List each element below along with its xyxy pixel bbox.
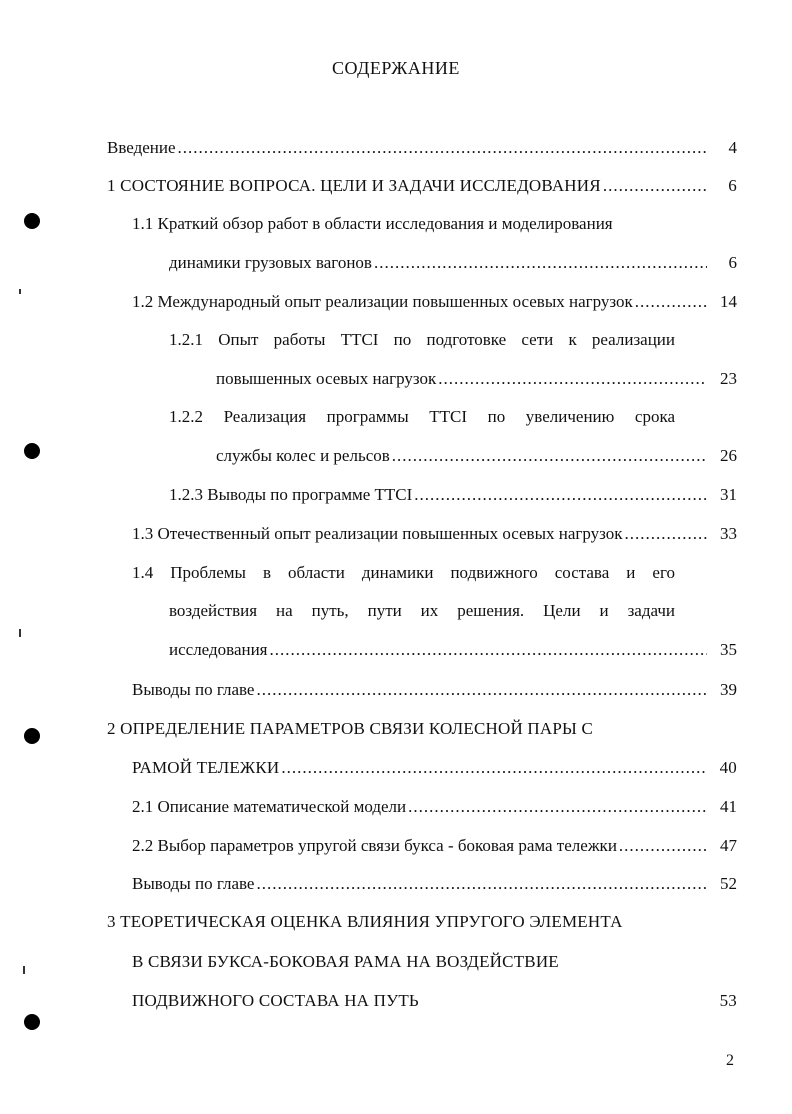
toc-entry-text: 2.2 Выбор параметров упругой связи букса - боковая рама тележки — [132, 836, 617, 855]
toc-entry-page: 33 — [720, 524, 737, 543]
dot-leader — [256, 678, 707, 702]
toc-entry-2-1[interactable] — [132, 795, 737, 819]
toc-entry-intro[interactable] — [107, 136, 737, 160]
toc-entry-page: 39 — [720, 680, 737, 699]
toc-entry-1-2-1-line2[interactable] — [216, 367, 737, 391]
toc-entry-text: 1.2.2 Реализация программы TTCI по увеличению срока — [169, 407, 675, 426]
dot-leader — [603, 174, 707, 198]
toc-entry-page: 14 — [720, 292, 737, 311]
binder-hole-4 — [24, 1014, 40, 1030]
toc-entry-page: 35 — [720, 640, 737, 659]
toc-entry-chapter-1[interactable] — [107, 174, 737, 198]
toc-entry-2-2[interactable] — [132, 834, 737, 858]
toc-entry-text: 1.2.1 Опыт работы TTCI по подготовке сети к реализации — [169, 330, 675, 349]
toc-entry-page: 4 — [728, 138, 737, 157]
page-number: 2 — [726, 1052, 734, 1069]
scan-speck — [19, 629, 21, 637]
toc-entry-1-2-2-line2[interactable] — [216, 444, 737, 468]
binder-hole-2 — [24, 443, 40, 459]
toc-entry-chapter-2-line1[interactable] — [107, 717, 687, 741]
toc-entry-1-4-line1[interactable] — [132, 561, 675, 585]
binder-hole-1 — [24, 213, 40, 229]
toc-entry-text: 3 ТЕОРЕТИЧЕСКАЯ ОЦЕНКА ВЛИЯНИЯ УПРУГОГО ЭЛЕМЕНТА — [107, 912, 623, 931]
toc-entry-page: 40 — [719, 758, 737, 777]
toc-entry-1-4-line2[interactable] — [169, 599, 675, 623]
toc-entry-text: 1.1 Краткий обзор работ в области исследования и моделирования — [132, 214, 613, 233]
toc-entry-text: исследования — [169, 640, 268, 659]
toc-entry-page: 6 — [728, 176, 737, 195]
page-title: СОДЕРЖАНИЕ — [332, 58, 460, 78]
toc-entry-chapter-1-conclusions[interactable] — [132, 678, 737, 702]
scan-speck — [19, 289, 21, 294]
dot-leader — [408, 795, 707, 819]
dot-leader — [438, 367, 707, 391]
dot-leader — [619, 834, 707, 858]
dot-leader — [635, 290, 707, 314]
toc-entry-1-2-2-line1[interactable] — [169, 405, 675, 429]
toc-entry-page: 23 — [720, 369, 737, 388]
toc-entry-text: 1.2.3 Выводы по программе TTCI — [169, 485, 413, 504]
scan-speck — [23, 966, 25, 974]
dot-leader — [414, 483, 707, 507]
toc-entry-chapter-2-line2[interactable] — [132, 756, 737, 780]
toc-entry-page: 47 — [720, 836, 737, 855]
toc-entry-chapter-3-line3[interactable] — [132, 989, 737, 1013]
toc-entry-text: 1.4 Проблемы в области динамики подвижного состава и его — [132, 563, 675, 582]
toc-entry-chapter-3-line1[interactable] — [107, 910, 687, 934]
toc-entry-text: повышенных осевых нагрузок — [216, 369, 437, 388]
dot-leader — [281, 756, 707, 780]
toc-entry-text: воздействия на путь, пути их решения. Цели и задачи — [169, 601, 675, 620]
toc-entry-text: ПОДВИЖНОГО СОСТАВА НА ПУТЬ — [132, 991, 419, 1010]
toc-entry-1-1-line1[interactable] — [132, 212, 677, 236]
toc-entry-text: 1.2 Международный опыт реализации повышенных осевых нагрузок — [132, 292, 633, 311]
toc-entry-text: Выводы по главе — [132, 874, 255, 893]
toc-entry-text: 1.3 Отечественный опыт реализации повышенных осевых нагрузок — [132, 524, 623, 543]
dot-leader — [392, 444, 707, 468]
dot-leader — [374, 251, 707, 275]
dot-leader — [625, 522, 707, 546]
toc-entry-chapter-2-conclusions[interactable] — [132, 872, 737, 896]
dot-leader — [178, 136, 707, 160]
toc-entry-text: 1 СОСТОЯНИЕ ВОПРОСА. ЦЕЛИ И ЗАДАЧИ ИССЛЕДОВАНИЯ — [107, 176, 601, 195]
toc-entry-text: Выводы по главе — [132, 680, 255, 699]
toc-entry-1-2-3[interactable] — [169, 483, 737, 507]
toc-entry-text: службы колес и рельсов — [216, 446, 390, 465]
toc-entry-page: 53 — [719, 991, 737, 1010]
binder-hole-3 — [24, 728, 40, 744]
toc-entry-text: динамики грузовых вагонов — [169, 253, 372, 272]
toc-entry-page: 6 — [728, 253, 737, 272]
toc-entry-text: 2 ОПРЕДЕЛЕНИЕ ПАРАМЕТРОВ СВЯЗИ КОЛЕСНОЙ ПАРЫ С — [107, 719, 594, 738]
toc-entry-page: 26 — [720, 446, 737, 465]
toc-entry-1-2-1-line1[interactable] — [169, 328, 675, 352]
toc-entry-text: Введение — [107, 138, 176, 157]
toc-entry-text: РАМОЙ ТЕЛЕЖКИ — [132, 758, 280, 777]
toc-entry-page: 52 — [720, 874, 737, 893]
toc-entry-page: 41 — [720, 797, 737, 816]
toc-entry-1-1-line2[interactable] — [169, 251, 737, 275]
toc-entry-page: 31 — [720, 485, 737, 504]
toc-entry-text: В СВЯЗИ БУКСА-БОКОВАЯ РАМА НА ВОЗДЕЙСТВИЕ — [132, 952, 559, 971]
toc-entry-1-4-line3[interactable] — [169, 638, 737, 662]
toc-entry-1-2[interactable] — [132, 290, 737, 314]
toc-entry-chapter-3-line2[interactable] — [132, 950, 687, 974]
toc-entry-1-3[interactable] — [132, 522, 737, 546]
dot-leader — [256, 872, 707, 896]
toc-entry-text: 2.1 Описание математической модели — [132, 797, 407, 816]
dot-leader — [270, 638, 707, 662]
